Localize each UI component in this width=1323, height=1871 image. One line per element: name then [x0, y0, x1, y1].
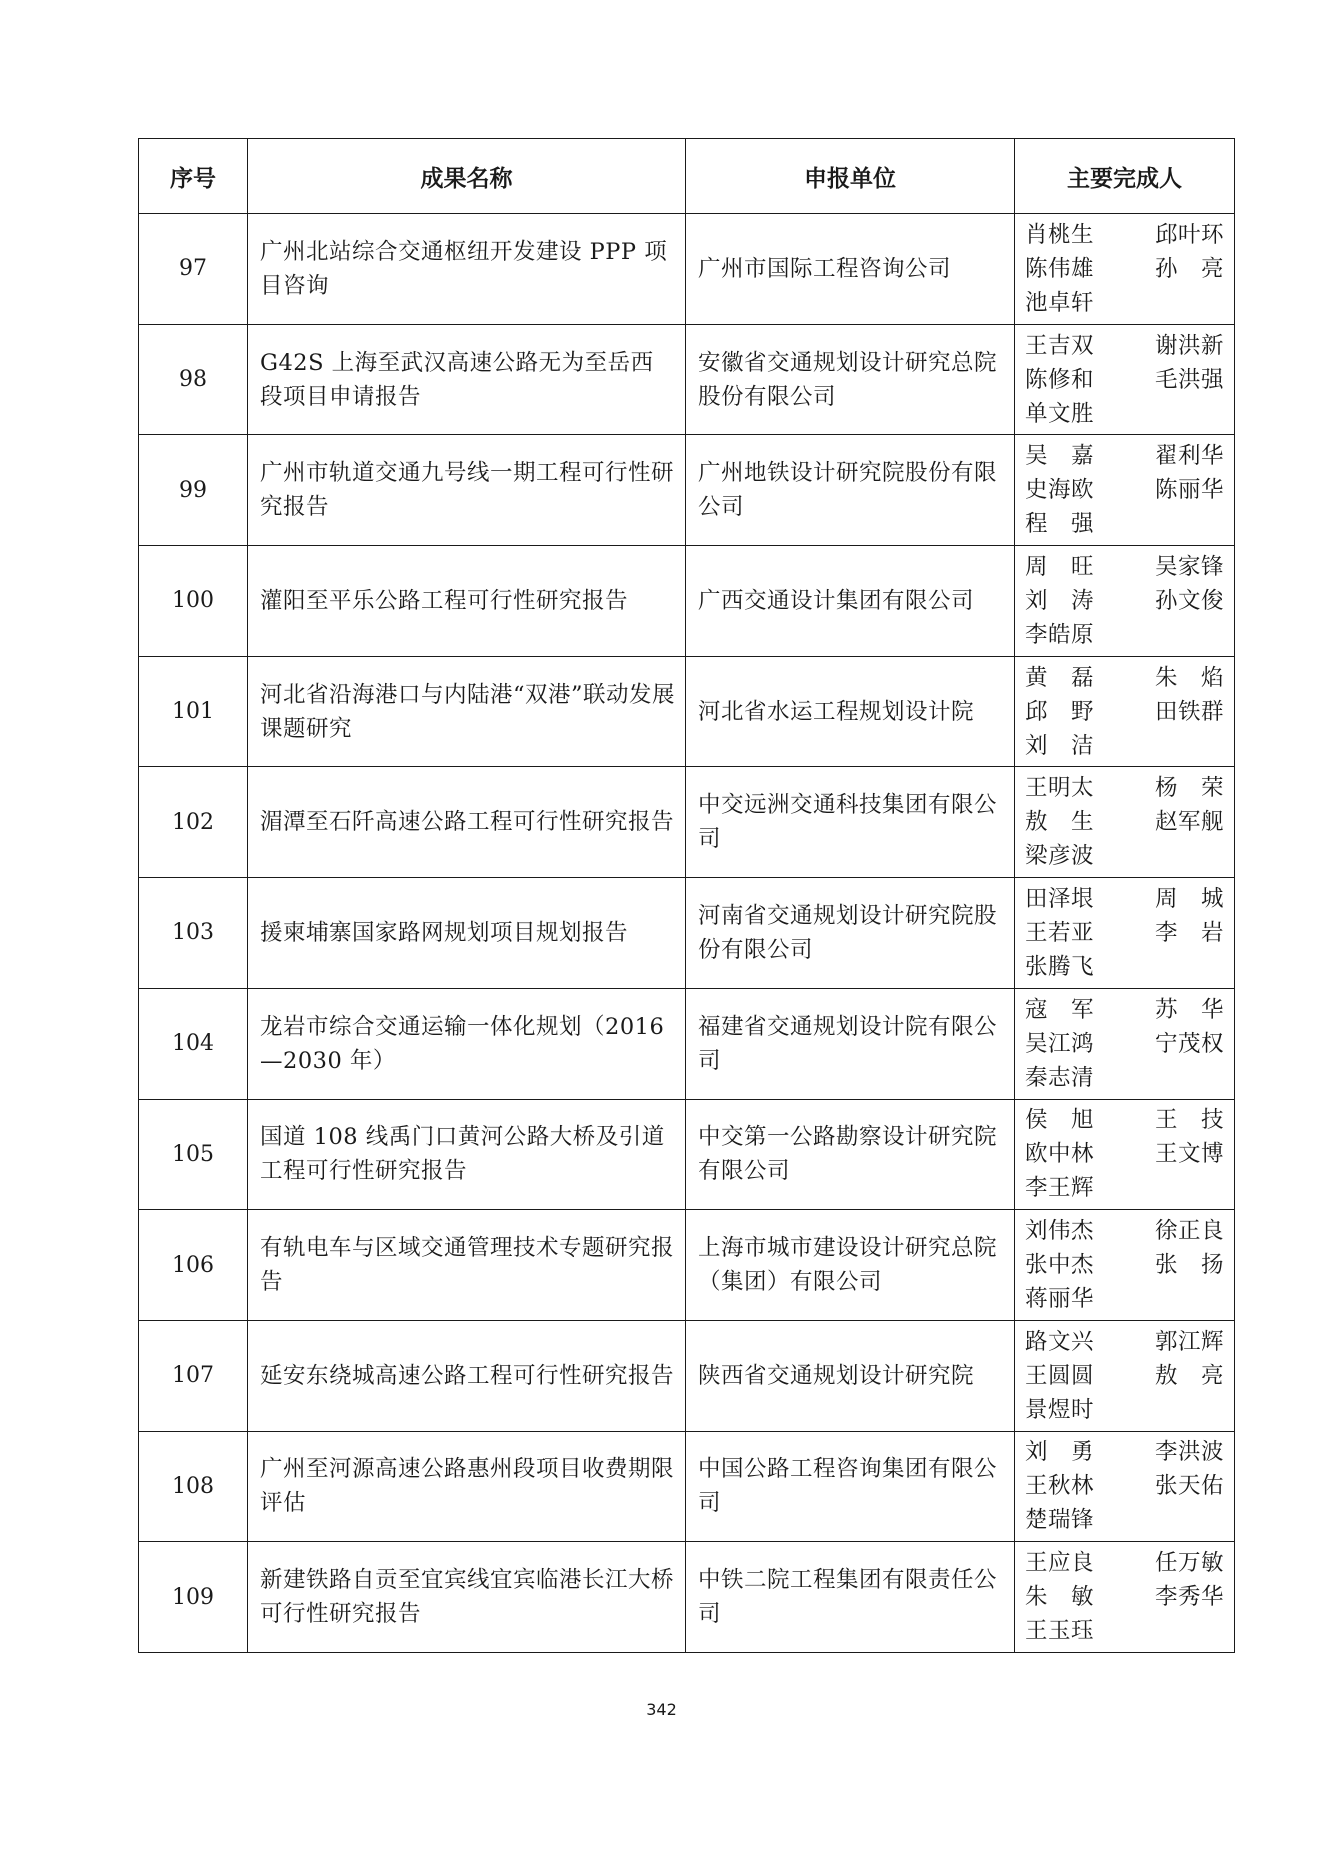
- contributor-name: 李秀华: [1154, 1584, 1224, 1611]
- contributor-name: 王圆圆: [1025, 1362, 1095, 1389]
- contributor-name: 王秋林: [1025, 1473, 1095, 1500]
- header-unit: 申报单位: [686, 139, 1015, 214]
- contributor-name: 陈修和: [1025, 366, 1095, 393]
- row-number: 99: [139, 435, 248, 546]
- contributor-name: 孙 亮: [1154, 255, 1224, 282]
- row-number: 98: [139, 324, 248, 435]
- contributor-list: [1025, 550, 1224, 652]
- contributor-name: 王玉珏: [1025, 1618, 1095, 1645]
- contributor-name: 景煜时: [1025, 1396, 1095, 1423]
- row-number: 97: [139, 214, 248, 325]
- table-row: [139, 214, 1235, 325]
- reporting-unit: 广州地铁设计研究院股份有限公司: [686, 435, 1015, 546]
- row-number: 106: [139, 1210, 248, 1321]
- main-contributors: [1015, 324, 1235, 435]
- achievement-name: 国道 108 线禹门口黄河公路大桥及引道工程可行性研究报告: [248, 1099, 686, 1210]
- reporting-unit: 安徽省交通规划设计研究总院股份有限公司: [686, 324, 1015, 435]
- contributor-name: 吴 嘉: [1025, 443, 1095, 470]
- contributor-name: 苏 华: [1154, 996, 1224, 1023]
- main-contributors: [1015, 656, 1235, 767]
- contributor-name: 赵军舰: [1154, 809, 1224, 836]
- contributor-name: 李王辉: [1025, 1175, 1095, 1202]
- contributor-name: 吴江鸿: [1025, 1030, 1095, 1057]
- page-number: 342: [646, 1700, 677, 1719]
- main-contributors: [1015, 1099, 1235, 1210]
- table-row: [139, 988, 1235, 1099]
- contributor-name: 王文博: [1154, 1141, 1224, 1168]
- achievement-name: 灌阳至平乐公路工程可行性研究报告: [248, 546, 686, 657]
- reporting-unit: 中交远洲交通科技集团有限公司: [686, 767, 1015, 878]
- contributor-name: 秦志清: [1025, 1064, 1095, 1091]
- contributor-name: 毛洪强: [1154, 366, 1224, 393]
- contributor-list: [1025, 1214, 1224, 1316]
- achievement-name: 广州至河源高速公路惠州段项目收费期限评估: [248, 1431, 686, 1542]
- table-row: [139, 1542, 1235, 1653]
- row-number: 100: [139, 546, 248, 657]
- achievement-name: 龙岩市综合交通运输一体化规划（2016—2030 年）: [248, 988, 686, 1099]
- achievement-name: 援柬埔寨国家路网规划项目规划报告: [248, 878, 686, 989]
- contributor-name: 史海欧: [1025, 477, 1095, 504]
- contributor-list: [1025, 882, 1224, 984]
- achievement-name: 延安东绕城高速公路工程可行性研究报告: [248, 1320, 686, 1431]
- contributor-name: 路文兴: [1025, 1328, 1095, 1355]
- table-row: [139, 1320, 1235, 1431]
- reporting-unit: 上海市城市建设设计研究总院（集团）有限公司: [686, 1210, 1015, 1321]
- contributor-name: 吴家锋: [1154, 553, 1224, 580]
- contributor-list: [1025, 661, 1224, 763]
- row-number: 105: [139, 1099, 248, 1210]
- main-contributors: [1015, 1320, 1235, 1431]
- contributor-list: [1025, 993, 1224, 1095]
- header-no: 序号: [139, 139, 248, 214]
- contributor-list: [1025, 1546, 1224, 1648]
- contributor-name: 陈丽华: [1154, 477, 1224, 504]
- contributor-name: 翟利华: [1154, 443, 1224, 470]
- contributor-name: 刘 洁: [1025, 732, 1095, 759]
- table-row: [139, 324, 1235, 435]
- row-number: 104: [139, 988, 248, 1099]
- contributor-name: 侯 旭: [1025, 1107, 1095, 1134]
- contributor-name: 王 技: [1154, 1107, 1224, 1134]
- achievement-name: G42S 上海至武汉高速公路无为至岳西段项目申请报告: [248, 324, 686, 435]
- reporting-unit: 广西交通设计集团有限公司: [686, 546, 1015, 657]
- contributor-name: 杨 荣: [1154, 775, 1224, 802]
- main-contributors: [1015, 988, 1235, 1099]
- contributor-list: [1025, 329, 1224, 431]
- table-row: [139, 1431, 1235, 1542]
- contributor-name: 张中杰: [1025, 1252, 1095, 1279]
- contributor-name: 孙文俊: [1154, 587, 1224, 614]
- table-row: [139, 656, 1235, 767]
- contributor-name: 谢洪新: [1154, 332, 1224, 359]
- contributor-name: 田泽垠: [1025, 885, 1095, 912]
- contributor-name: 任万敏: [1154, 1550, 1224, 1577]
- contributor-name: 田铁群: [1154, 698, 1224, 725]
- contributor-name: 李皓原: [1025, 621, 1095, 648]
- contributor-list: [1025, 1325, 1224, 1427]
- awards-table-container: [138, 138, 1234, 1653]
- table-row: [139, 1099, 1235, 1210]
- contributor-name: 陈伟雄: [1025, 255, 1095, 282]
- contributor-name: 周 城: [1154, 885, 1224, 912]
- header-people: 主要完成人: [1015, 139, 1235, 214]
- reporting-unit: 中交第一公路勘察设计研究院有限公司: [686, 1099, 1015, 1210]
- awards-table: [138, 138, 1235, 1653]
- contributor-name: 敖 亮: [1154, 1362, 1224, 1389]
- contributor-list: [1025, 771, 1224, 873]
- contributor-name: 王吉双: [1025, 332, 1095, 359]
- contributor-name: 李 岩: [1154, 919, 1224, 946]
- achievement-name: 新建铁路自贡至宜宾线宜宾临港长江大桥可行性研究报告: [248, 1542, 686, 1653]
- contributor-name: 刘 勇: [1025, 1439, 1095, 1466]
- table-row: [139, 546, 1235, 657]
- contributor-name: 王明太: [1025, 775, 1095, 802]
- main-contributors: [1015, 767, 1235, 878]
- contributor-list: [1025, 218, 1224, 320]
- achievement-name: 湄潭至石阡高速公路工程可行性研究报告: [248, 767, 686, 878]
- row-number: 107: [139, 1320, 248, 1431]
- contributor-name: 朱 敏: [1025, 1584, 1095, 1611]
- contributor-name: 郭江辉: [1154, 1328, 1224, 1355]
- main-contributors: [1015, 1542, 1235, 1653]
- table-header-row: [139, 139, 1235, 214]
- contributor-name: 张腾飞: [1025, 953, 1095, 980]
- contributor-name: 黄 磊: [1025, 664, 1095, 691]
- contributor-name: 单文胜: [1025, 400, 1095, 427]
- contributor-name: 王若亚: [1025, 919, 1095, 946]
- contributor-name: 宁茂权: [1154, 1030, 1224, 1057]
- achievement-name: 有轨电车与区域交通管理技术专题研究报告: [248, 1210, 686, 1321]
- table-row: [139, 1210, 1235, 1321]
- main-contributors: [1015, 214, 1235, 325]
- reporting-unit: 河南省交通规划设计研究院股份有限公司: [686, 878, 1015, 989]
- contributor-name: 徐正良: [1154, 1218, 1224, 1245]
- contributor-name: 寇 军: [1025, 996, 1095, 1023]
- main-contributors: [1015, 546, 1235, 657]
- contributor-name: 欧中林: [1025, 1141, 1095, 1168]
- main-contributors: [1015, 435, 1235, 546]
- table-row: [139, 435, 1235, 546]
- contributor-name: 程 强: [1025, 511, 1095, 538]
- achievement-name: 广州北站综合交通枢纽开发建设 PPP 项目咨询: [248, 214, 686, 325]
- table-row: [139, 767, 1235, 878]
- contributor-name: 肖桃生: [1025, 221, 1095, 248]
- table-row: [139, 878, 1235, 989]
- contributor-name: 王应良: [1025, 1550, 1095, 1577]
- contributor-name: 池卓轩: [1025, 289, 1095, 316]
- main-contributors: [1015, 878, 1235, 989]
- contributor-name: 张天佑: [1154, 1473, 1224, 1500]
- header-name: 成果名称: [248, 139, 686, 214]
- row-number: 103: [139, 878, 248, 989]
- contributor-name: 敖 生: [1025, 809, 1095, 836]
- contributor-name: 周 旺: [1025, 553, 1095, 580]
- contributor-name: 邱 野: [1025, 698, 1095, 725]
- contributor-list: [1025, 1103, 1224, 1205]
- contributor-name: 梁彦波: [1025, 843, 1095, 870]
- contributor-name: 楚瑞锋: [1025, 1507, 1095, 1534]
- reporting-unit: 陕西省交通规划设计研究院: [686, 1320, 1015, 1431]
- row-number: 101: [139, 656, 248, 767]
- achievement-name: 河北省沿海港口与内陆港“双港”联动发展课题研究: [248, 656, 686, 767]
- achievement-name: 广州市轨道交通九号线一期工程可行性研究报告: [248, 435, 686, 546]
- contributor-list: [1025, 439, 1224, 541]
- contributor-name: 李洪波: [1154, 1439, 1224, 1466]
- contributor-name: 刘伟杰: [1025, 1218, 1095, 1245]
- contributor-name: 张 扬: [1154, 1252, 1224, 1279]
- contributor-name: 刘 涛: [1025, 587, 1095, 614]
- reporting-unit: 福建省交通规划设计院有限公司: [686, 988, 1015, 1099]
- reporting-unit: 河北省水运工程规划设计院: [686, 656, 1015, 767]
- contributor-list: [1025, 1435, 1224, 1537]
- contributor-name: 邱叶环: [1154, 221, 1224, 248]
- contributor-name: 朱 焰: [1154, 664, 1224, 691]
- contributor-name: 蒋丽华: [1025, 1286, 1095, 1313]
- row-number: 102: [139, 767, 248, 878]
- row-number: 109: [139, 1542, 248, 1653]
- main-contributors: [1015, 1210, 1235, 1321]
- row-number: 108: [139, 1431, 248, 1542]
- reporting-unit: 广州市国际工程咨询公司: [686, 214, 1015, 325]
- reporting-unit: 中国公路工程咨询集团有限公司: [686, 1431, 1015, 1542]
- reporting-unit: 中铁二院工程集团有限责任公司: [686, 1542, 1015, 1653]
- main-contributors: [1015, 1431, 1235, 1542]
